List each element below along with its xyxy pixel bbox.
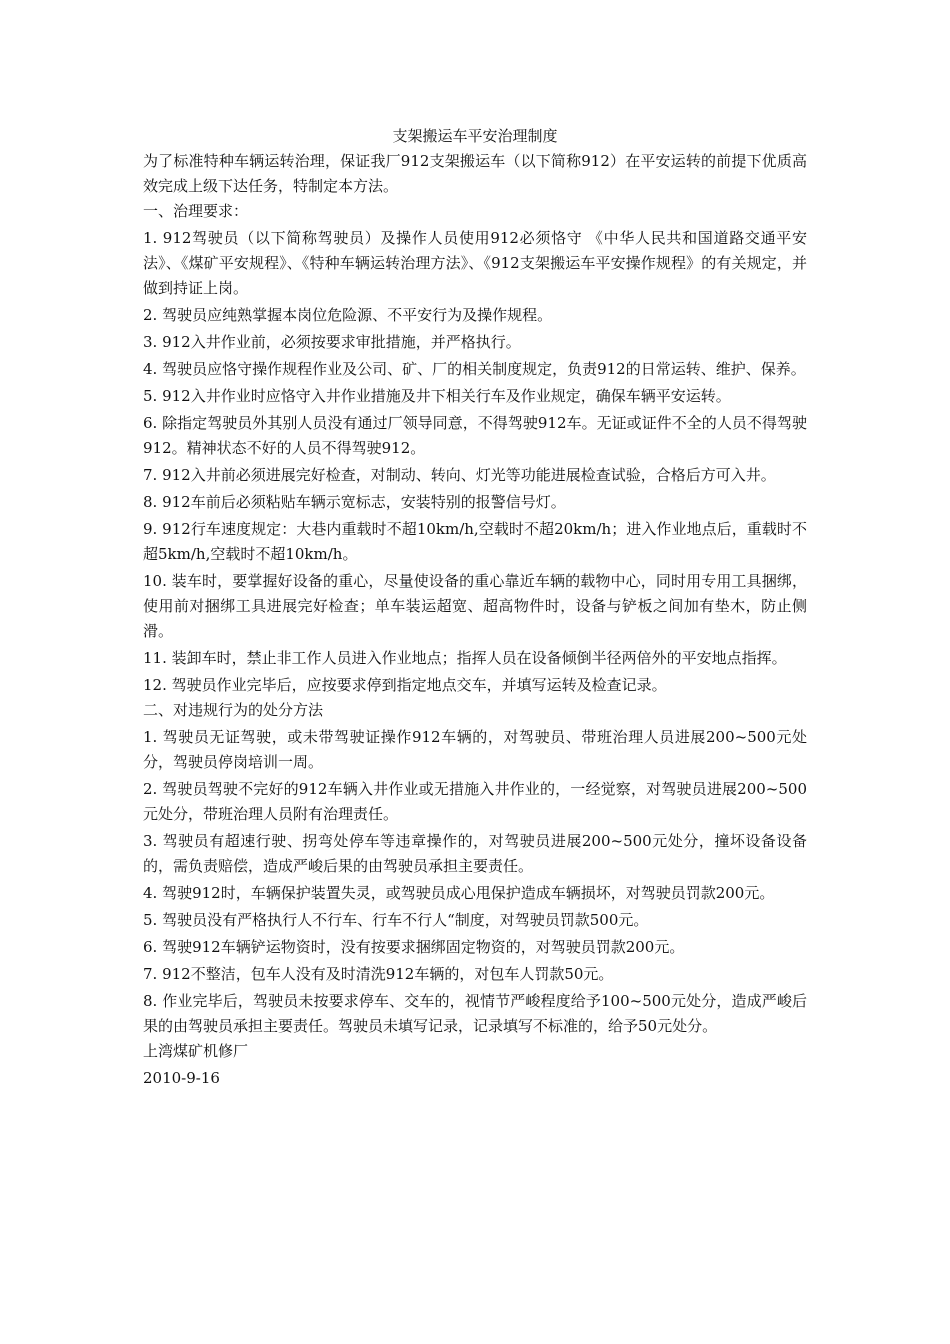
requirement-item: 3. 912入井作业前，必须按要求审批措施，并严格执行。 (143, 333, 521, 351)
requirement-item: 10. 装车时，要掌握好设备的重心，尽量使设备的重心靠近车辆的载物中心，同时用专用工具捆绑，使用前对捆绑工具进展完好检查；单车装运超宽、超高物件时，设备与铲板之间加有垫木，防止侧滑。 (143, 572, 807, 640)
section-heading-penalties: 二、对违规行为的处分方法 (143, 701, 324, 719)
requirement-item: 1. 912驾驶员（以下简称驾驶员）及操作人员使用912必须恪守 《中华人民共和国道路交通平安法》、《煤矿平安规程》、《特种车辆运转治理方法》、《912支架搬运车平安操作规程》的有关规定，并做到持证上岗。 (143, 229, 807, 297)
intro-paragraph: 为了标准特种车辆运转治理，保证我厂912支架搬运车（以下简称912）在平安运转的前提下优质高效完成上级下达任务，特制定本方法。 (143, 152, 807, 195)
signature-organization: 上湾煤矿机修厂 (143, 1042, 249, 1060)
requirement-item: 11. 装卸车时，禁止非工作人员进入作业地点；指挥人员在设备倾倒半径两倍外的平安地点指挥。 (143, 649, 787, 667)
penalty-item: 2. 驾驶员驾驶不完好的912车辆入井作业或无措施入井作业的，一经觉察，对驾驶员进展200~500元处分，带班治理人员附有治理责任。 (143, 780, 807, 823)
requirement-item: 6. 除指定驾驶员外其别人员没有通过厂领导同意，不得驾驶912车。无证或证件不全的人员不得驾驶912。精神状态不好的人员不得驾驶912。 (143, 414, 807, 457)
document-body (143, 124, 807, 1091)
requirement-item: 2. 驾驶员应纯熟掌握本岗位危险源、不平安行为及操作规程。 (143, 306, 553, 324)
document-title: 支架搬运车平安治理制度 (392, 127, 558, 145)
signature-date: 2010-9-16 (143, 1069, 220, 1087)
penalty-item: 6. 驾驶912车辆铲运物资时，没有按要求捆绑固定物资的，对驾驶员罚款200元。 (143, 938, 685, 956)
penalty-item: 8. 作业完毕后，驾驶员未按要求停车、交车的，视情节严峻程度给予100~500元处分，造成严峻后果的由驾驶员承担主要责任。驾驶员未填写记录，记录填写不标准的，给予50元处分。 (143, 992, 807, 1035)
requirement-item: 8. 912车前后必须粘贴车辆示宽标志，安装特别的报警信号灯。 (143, 493, 566, 511)
requirement-item: 7. 912入井前必须进展完好检查，对制动、转向、灯光等功能进展检查试验，合格后方可入井。 (143, 466, 776, 484)
penalty-item: 5. 驾驶员没有严格执行人不行车、行车不行人“制度，对驾驶员罚款500元。 (143, 911, 649, 929)
penalty-item: 3. 驾驶员有超速行驶、拐弯处停车等违章操作的，对驾驶员进展200~500元处分，撞坏设备设备的，需负责赔偿，造成严峻后果的由驾驶员承担主要责任。 (143, 832, 807, 875)
requirement-item: 5. 912入井作业时应恪守入井作业措施及井下相关行车及作业规定，确保车辆平安运转。 (143, 387, 731, 405)
penalty-item: 4. 驾驶912时，车辆保护装置失灵，或驾驶员成心甩保护造成车辆损坏，对驾驶员罚款200元。 (143, 884, 775, 902)
requirement-item: 4. 驾驶员应恪守操作规程作业及公司、矿、厂的相关制度规定，负责912的日常运转、维护、保养。 (143, 360, 806, 378)
penalty-item: 1. 驾驶员无证驾驶，或未带驾驶证操作912车辆的，对驾驶员、带班治理人员进展200~500元处分，驾驶员停岗培训一周。 (143, 728, 807, 771)
penalty-item: 7. 912不整洁，包车人没有及时清洗912车辆的，对包车人罚款50元。 (143, 965, 614, 983)
requirement-item: 12. 驾驶员作业完毕后，应按要求停到指定地点交车，并填写运转及检查记录。 (143, 676, 667, 694)
requirement-item: 9. 912行车速度规定：大巷内重载时不超10km/h,空载时不超20km/h；进入作业地点后，重载时不超5km/h,空载时不超10km/h。 (143, 520, 807, 563)
section-heading-requirements: 一、治理要求： (143, 202, 249, 220)
